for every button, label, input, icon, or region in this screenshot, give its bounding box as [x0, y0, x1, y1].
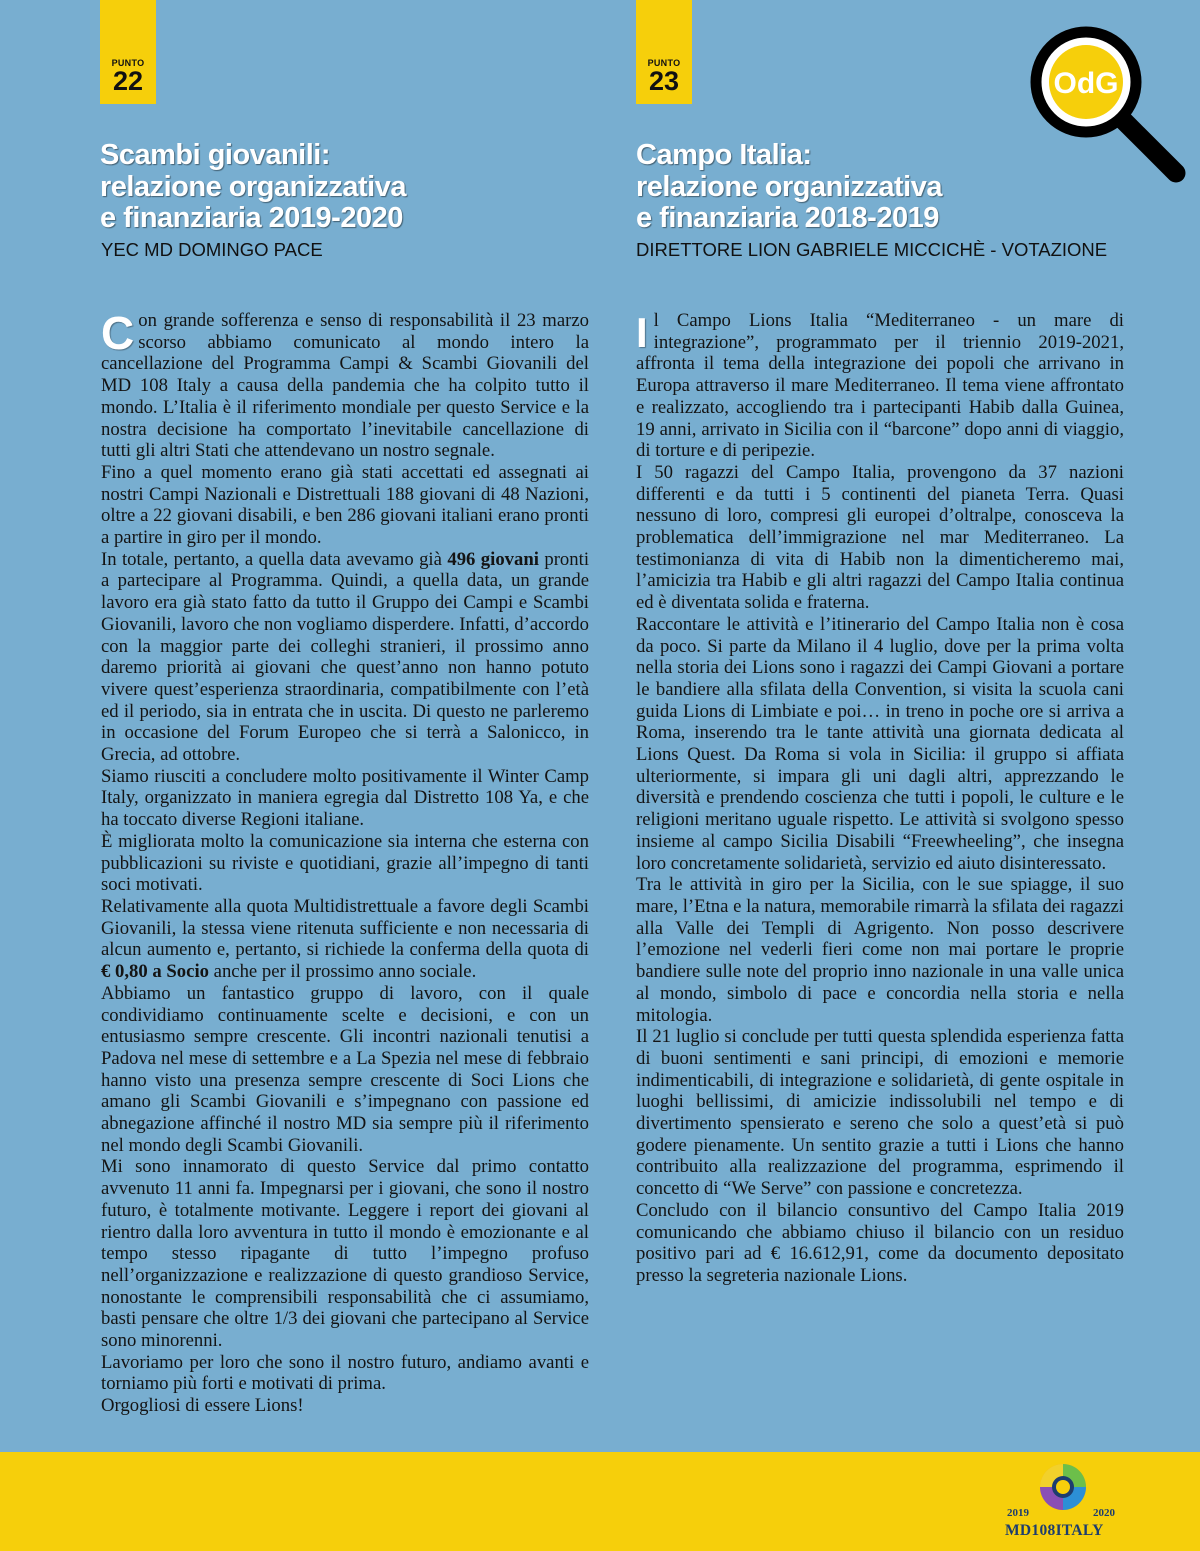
paragraph: È migliorata molto la comunicazione sia interna che esterna con pubblicazioni su riviste e quotidiani, grazie all’impegno di tanti soci motivati.: [101, 830, 589, 896]
title-line: e finanziaria 2019-2020: [100, 202, 403, 234]
highlight-quota: € 0,80 a Socio: [101, 961, 209, 983]
punto-label: PUNTO: [647, 58, 681, 68]
paragraph: Fino a quel momento erano già stati accettati ed assegnati ai nostri Campi Nazionali e Distrettuali 188 giovani di 48 Nazioni, oltre a 22 giovani disabili, e ben 286 giovani italiani erano pronti a partire in giro per il mondo.: [101, 461, 589, 549]
article-body-23: [636, 310, 1124, 1287]
paragraph: [101, 549, 589, 766]
paragraph: Tra le attività in giro per la Sicilia, con le sue spiagge, il suo mare, l’Etna e la natura, memorabile rimarrà la sfilata dei ragazzi alla Valle dei Templi di Agrigento. Non posso descrivere l’emozione nel vederli fieri come non mai portare le proprie bandiere sulle note del proprio inno nazionale in una valle unica al mondo, simbolo di pace e concordia nella storia e nella mitologia.: [636, 874, 1124, 1026]
paragraph: Siamo riusciti a concludere molto positivamente il Winter Camp Italy, organizzato in maniera egregia dal Distretto 108 Ya, e che ha toccato diverse Regioni italiane.: [101, 765, 589, 831]
logo-year-end: 2020: [1093, 1507, 1115, 1519]
title-line: Campo Italia:: [636, 139, 812, 171]
md108-logo: [1003, 1462, 1123, 1546]
title-line: e finanziaria 2018-2019: [636, 202, 939, 234]
article-title-campo-italia: [636, 140, 942, 235]
paragraph: on grande sofferenza e senso di responsabilità il 23 marzo scorso abbiamo comunicato al mondo intero la cancellazione del Programma Campi & Scambi Giovanili del MD 108 Italy a causa della pandemia che ha colpito tutto il mondo. L’Italia è il riferimento mondiale per questo Service e la nostra decisione ha comportato l’inevitabile cancellazione di tutti gli altri Stati che attendevano un nostro segnale.: [101, 310, 589, 462]
paragraph: I 50 ragazzi del Campo Italia, provengono da 37 nazioni differenti e da tutti i 5 continenti del pianeta Terra. Quasi nessuno di loro, compresi gli europei d’oltralpe, conosceva la problematica dell’immigrazione nel mar Mediterraneo. La testimonianza di vita di Habib non la dimenticheremo mai, l’amicizia tra Habib e gli altri ragazzi del Campo Italia continua ed è diventata solida e fraterna.: [636, 461, 1124, 614]
paragraph: Orgogliosi di essere Lions!: [101, 1395, 304, 1417]
punto-22-badge: [100, 0, 156, 104]
punto-23-badge: [636, 0, 692, 104]
paragraph-text: Relativamente alla quota Multidistrettuale a favore degli Scambi Giovanili, la stessa viene ritenuta sufficiente e non necessaria di alcun aumento e, pertanto, si richiede la conferma della quota di: [101, 895, 589, 961]
paragraph-text: In totale, pertanto, a quella data avevamo già: [101, 548, 448, 570]
punto-number: 23: [648, 66, 680, 96]
paragraph-text: pronti a partecipare al Programma. Quindi, a quella data, un grande lavoro era già stato fatto da tutto il Gruppo dei Campi e Scambi Giovanili, lavoro che non vogliamo disperdere. Infatti, d’accordo con la maggior parte dei colleghi stranieri, il prossimo anno daremo priorità ai giovani che quest’anno non hanno potuto vivere quest’esperienza straordinaria, compatibilmente con l’età ed il periodo, sia in entrata che in uscita. Di questo ne parleremo in occasione del Forum Europeo che si terrà a Salonicco, in Grecia, ad ottobre.: [101, 548, 590, 766]
dropcap: C: [101, 307, 135, 359]
highlight-496-giovani: 496 giovani: [447, 548, 539, 570]
article-body-22: [101, 307, 590, 1417]
paragraph: Concludo con il bilancio consuntivo del Campo Italia 2019 comunicando che abbiamo chiuso il bilancio con un residuo positivo pari ad € 16.612,91, come da documento depositato presso la segreteria nazionale Lions.: [636, 1199, 1124, 1286]
punto-label: PUNTO: [111, 58, 145, 68]
article-title-scambi-giovanili: [100, 140, 406, 235]
odg-label: OdG: [1053, 67, 1119, 100]
magnifier-icon: [1028, 12, 1188, 184]
dropcap: I: [636, 309, 648, 356]
paragraph: Lavoriamo per loro che sono il nostro futuro, andiamo avanti e torniamo più forti e motivati di prima.: [101, 1351, 589, 1395]
article-author-22: YEC MD DOMINGO PACE: [101, 239, 323, 260]
paragraph-text: anche per il prossimo anno sociale.: [208, 961, 477, 983]
title-line: relazione organizzativa: [636, 170, 942, 203]
paragraph: [101, 896, 589, 983]
title-line: relazione organizzativa: [100, 170, 406, 203]
paragraph: Mi sono innamorato di questo Service dal primo contatto avvenuto 11 anni fa. Impegnarsi per i giovani, che sono il nostro futuro, è totalmente motivante. Leggere i report dei giovani al rientro dalla loro avventura in tutto il mondo è emozionante e al tempo stesso ripagante di tutto l’impegno profuso nell’organizzazione e realizzazione di questo grandioso Service, nonostante le comprensibili responsabilità che ci assumiamo, basti pensare che oltre 1/3 dei giovani che partecipano al Service sono minorenni.: [101, 1156, 589, 1352]
paragraph: Raccontare le attività e l’itinerario del Campo Italia non è cosa da poco. Si parte da Milano il 4 luglio, dove per la prima volta nella storia dei Lions sono i ragazzi dei Campi Giovani a portare le bandiere alla sfilata della Convention, si visita la scuola cani guida Lions di Limbiate e poi… in treno in poche ore si arriva a Roma, inserendo tra le tante attività una giornata dedicata al Lions Quest. Da Roma si vola in Sicilia: il gruppo si affiata ulteriormente, si impara gli uni dagli altri, apprezzando le diversità e prendendo coscienza che tutti i popoli, le culture e le religioni meritano uguale rispetto. Le attività si svolgono spesso insieme al campo Sicilia Disabili “Freewheeling”, che insegna loro concretamente solidarietà, servizio ed aiuto disinteressato.: [636, 613, 1124, 874]
punto-number: 22: [112, 66, 144, 96]
logo-year-start: 2019: [1007, 1507, 1029, 1519]
paragraph: Abbiamo un fantastico gruppo di lavoro, con il quale condividiamo continuamente scelte e decisioni, e con un entusiasmo sempre crescente. Gli incontri nazionali tenutisi a Padova nel mese di settembre e a La Spezia nel mese di febbraio hanno visto una presenza sempre crescente di Soci Lions che amano gli Scambi Giovanili e s’impegnano con passione ed abnegazione affinché il nostro MD sia sempre più il riferimento nel mondo degli Scambi Giovanili.: [101, 982, 589, 1156]
paragraph: Il 21 luglio si conclude per tutti questa splendida esperienza fatta di buoni sentimenti e sani principi, di emozioni e memorie indimenticabili, di integrazione e solidarietà, di gente ospitale in luoghi bellissimi, di amicizie indissolubili nel tempo e di divertimento spensierato e sereno che solo a quest’età si può godere pienamente. Un sentito grazie a tutti i Lions che hanno contribuito alla realizzazione del programma, esprimendo il concetto di “We Serve” con passione e concretezza.: [636, 1026, 1124, 1200]
logo-text: MD108ITALY: [1005, 1522, 1104, 1539]
title-line: Scambi giovanili:: [100, 139, 330, 171]
lions-sunflower-icon: [1003, 1462, 1123, 1512]
paragraph: l Campo Lions Italia “Mediterraneo - un mare di integrazione”, programmato per il triennio 2019-2021, affronta il tema della integrazione dei popoli che arrivano in Europa attraverso il mare Mediterraneo. Il tema viene affrontato e realizzato, accogliendo tra i partecipanti Habib dalla Guinea, 19 anni, arrivato in Sicilia con il “barcone” dopo anni di viaggio, di torture e di peripezie.: [636, 310, 1124, 462]
article-author-23: DIRETTORE LION GABRIELE MICCICHÈ - VOTAZIONE: [636, 239, 1108, 260]
